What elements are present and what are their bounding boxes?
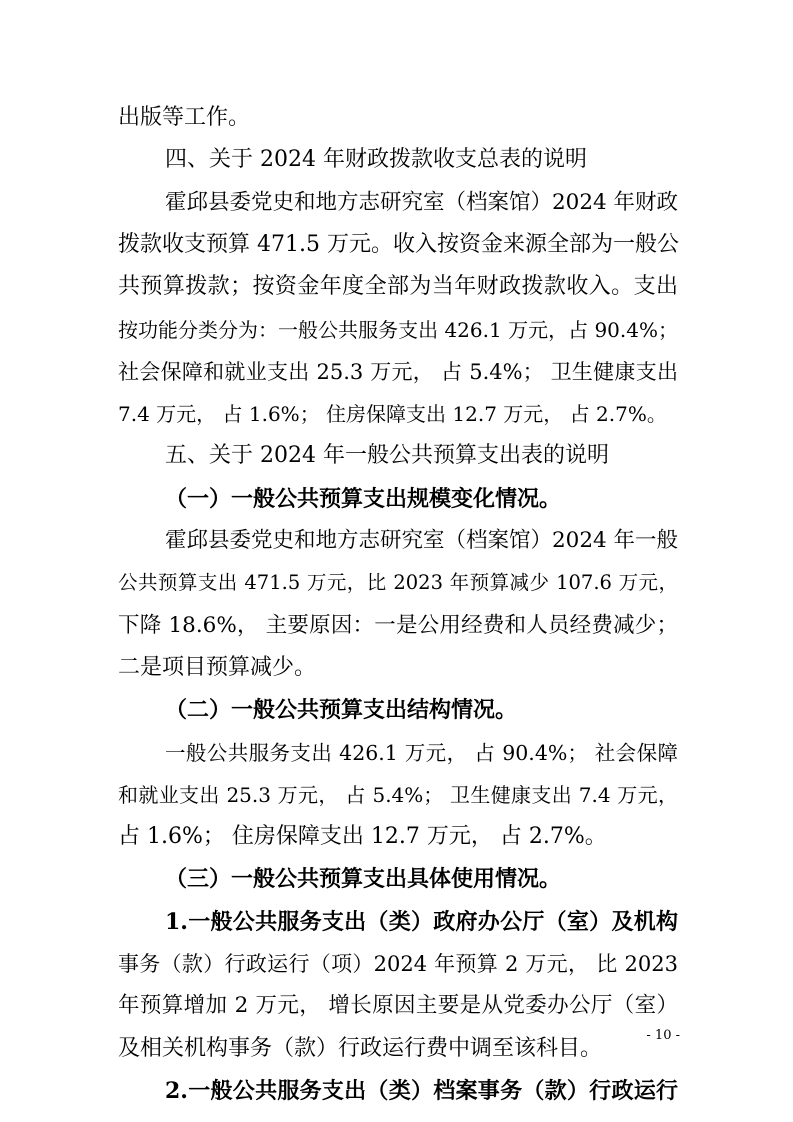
subsection-heading: （三）一般公共预算支出具体使用情况。 xyxy=(165,866,562,893)
body-line: 社会保障和就业支出 25.3 万元， 占 5.4%； 卫生健康支出 xyxy=(118,359,678,384)
body-line: 按功能分类分为：一般公共服务支出 426.1 万元，占 90.4%； xyxy=(118,317,678,342)
body-line: 霍邱县委党史和地方志研究室（档案馆）2024 年财政 xyxy=(165,189,679,215)
body-line: 霍邱县委党史和地方志研究室（档案馆）2024 年一般 xyxy=(165,528,679,553)
item-heading: 2.一般公共服务支出（类）档案事务（款）行政运行 xyxy=(165,1077,678,1104)
body-line: 一般公共服务支出 426.1 万元， 占 90.4%； 社会保障 xyxy=(165,740,678,765)
body-line: 7.4 万元， 占 1.6%； 住房保障支出 12.7 万元， 占 2.7%。 xyxy=(118,402,667,427)
subsection-heading: （一）一般公共预算支出规模变化情况。 xyxy=(165,485,562,512)
body-line: 和就业支出 25.3 万元， 占 5.4%； 卫生健康支出 7.4 万元， xyxy=(118,782,678,807)
body-line: 共预算拨款；按资金年度全部为当年财政拨款收入。支出 xyxy=(118,274,678,300)
body-line: 出版等工作。 xyxy=(118,105,251,130)
item-heading: 1.一般公共服务支出（类）政府办公厅（室）及机构 xyxy=(165,908,678,935)
page-number: - 10 - xyxy=(646,1028,680,1043)
body-line: 下降 18.6%， 主要原因：一是公用经费和人员经费减少； xyxy=(118,612,678,638)
body-line: 拨款收支预算 471.5 万元。收入按资金来源全部为一般公 xyxy=(118,231,679,257)
body-line: 二是项目预算减少。 xyxy=(118,654,317,680)
body-line: 年预算增加 2 万元， 增长原因主要是从党委办公厅（室） xyxy=(118,993,678,1019)
body-line: 事务（款）行政运行（项）2024 年预算 2 万元， 比 2023 xyxy=(118,952,678,976)
section-heading: 五、关于 2024 年一般公共预算支出表的说明 xyxy=(165,443,609,469)
subsection-heading: （二）一般公共预算支出结构情况。 xyxy=(165,697,518,724)
body-line: 占 1.6%； 住房保障支出 12.7 万元， 占 2.7%。 xyxy=(118,824,607,850)
section-heading: 四、关于 2024 年财政拨款收支总表的说明 xyxy=(165,147,587,173)
body-line: 公共预算支出 471.5 万元，比 2023 年预算减少 107.6 万元， xyxy=(118,571,678,595)
body-line: 及相关机构事务（款）行政运行费中调至该科目。 xyxy=(118,1035,603,1061)
